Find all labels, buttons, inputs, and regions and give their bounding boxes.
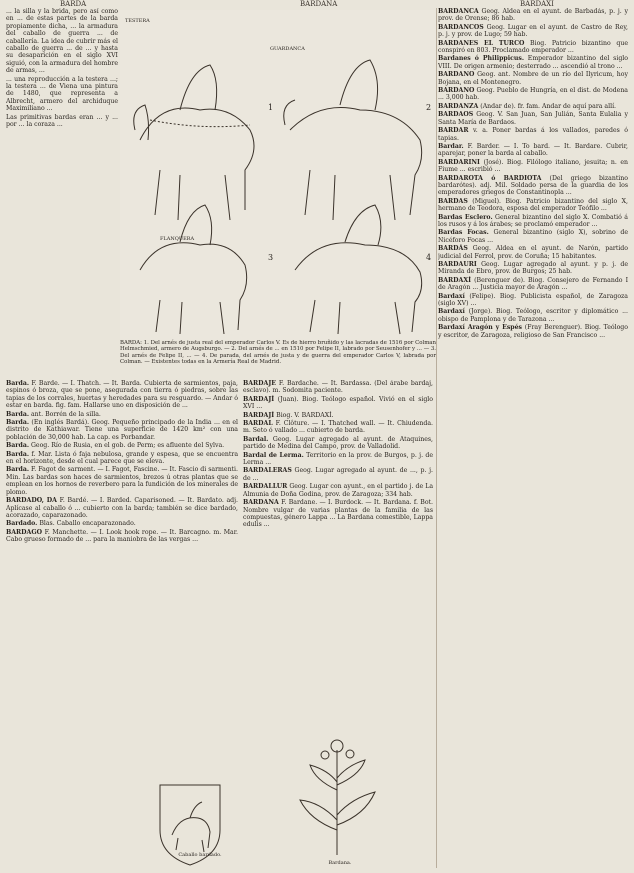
entry: [438, 324, 628, 339]
entry-headword: BARDALERAS: [243, 467, 292, 475]
entry-text: F. Clôture. — I. Thatched wall. — It. Chiudenda. m. Seto ó vallado ... cubierto de barda.: [243, 420, 433, 435]
entry: [243, 436, 433, 451]
entry: [438, 111, 628, 126]
entry: [6, 419, 238, 441]
entry-text: Geog. Pueblo de Hungría, en el dist. de Modena ... 3,000 hab.: [438, 87, 628, 102]
entry-text: f. Mar. Lista ó faja nebulosa, grande y espesa, que se encuentra en el horizonte, desde el cual parece que se eleva.: [6, 450, 238, 466]
entry: [243, 483, 433, 498]
entry-text: Geog. Aldea en el ayunt. de Barbadás, p. j. y prov. de Orense; 86 hab.: [438, 8, 628, 23]
entry-headword: Bardado.: [6, 520, 38, 528]
entry-headword: Bardaxí: [438, 292, 465, 300]
entry-text: (Berenguer de). Biog. Consejero de Fernando I de Aragón ... Justicia mayor de Aragón ...: [438, 276, 628, 292]
entry: [438, 214, 628, 229]
entry-headword: BARDANCOS: [438, 23, 484, 31]
entry-text: Territorio en la prov. de Burgos, p. j. de Lerma ...: [243, 451, 433, 467]
entry-headword: Barda.: [6, 380, 29, 387]
figure-label-3: 3: [268, 253, 274, 262]
paragraph: Las primitivas bardas eran ... y ... por ... la coraza ...: [6, 113, 118, 129]
entry-text: Geog. Lugar agregado al ayunt. de Ataquines, partido de Medina del Campo, prov. de Valladolid.: [243, 435, 433, 451]
entry-headword: BARDALLUR: [243, 483, 288, 491]
entry-text: F. Bardé. — I. Barded. Caparisoned. — It. Bardato. adj. Aplícase al caballo ó ... cubierto con la barda; también se dice bardado, acorazado, caparazonado.: [6, 497, 238, 519]
shield-caption: Caballo bardado.: [178, 852, 222, 858]
entry: [243, 452, 433, 467]
entry: [438, 24, 628, 39]
page-header: [0, 0, 634, 8]
paragraph: ... la silla y la brida, pero así como en ... de estas partes de la barda propiamente dicha, ... la armadura del caballo de guerra ... de caballería. La idea de cubrir más el caballo de guerra ... de ... y hasta su desaparición en el siglo XVI siguió, con la armadura del hombre de armas, ...: [6, 8, 118, 75]
entry: [243, 380, 433, 395]
figure-label-4: 4: [426, 253, 432, 262]
entry-headword: Bardaxí: [438, 308, 465, 316]
entry: [438, 103, 628, 110]
entry-headword: BARDAJÍ: [243, 395, 275, 403]
header-left: BARDA: [60, 0, 87, 8]
figure-caption: BARDA: 1. Del arnés de justa real del emperador Carlos V. Es de hierro bruñido y las lacradas de 1516 por Colman Helmschmied, armero de Augsburgo. — 2. Del arnés de ... en 1510 por Felipe II, labrado por Seusenhofer y ... — 3. Del arnés de Felipe II, ... — 4. De parada, del arnés de justa y de guerra del emperador Carlos V, labrada por Colman. — Existentes todas en la Armería Real de Madrid.: [120, 340, 436, 366]
entry-text: (Andar de). fr. fam. Andar de aquí para allí.: [480, 102, 617, 110]
entry-text: (José). Biog. Filólogo italiano, jesuita; n. en Fiume ... escribió ...: [438, 158, 628, 174]
entry-text: (Jorge). Biog. Teólogo, escritor y diplomático ... obispo de Pamplona y de Tarazona ...: [438, 308, 628, 323]
entry-headword: BARDAL: [243, 420, 273, 428]
entry-headword: BARDAXÍ: [438, 276, 472, 284]
entry-text: (Juan). Biog. Teólogo español. Vivió en el siglo XVI ...: [243, 395, 433, 411]
entry-text: General bizantino del siglo X. Combatió á los rusos y á los árabes; se proclamó emperador ...: [438, 213, 628, 228]
figure-label-testera: TESTERA: [125, 18, 150, 24]
entry-headword: BARDAROTA ó BARDIOTA: [438, 174, 542, 182]
entry: [438, 40, 628, 55]
entry-text: Emperador bizantino del siglo VIII. De origen armenio; desterrado ... ascendió al trono ...: [438, 55, 628, 70]
entry-headword: BARDAJE: [243, 380, 276, 387]
entry-text: Geog. Lugar con ayunt., en el partido j. de La Almunia de Doña Godina, prov. de Zaragoza; 334 hab.: [243, 483, 433, 498]
entry: [243, 420, 433, 435]
entry-text: ant. Borrén de la silla.: [30, 410, 101, 418]
entry: [438, 159, 628, 174]
entry-headword: BARDAS: [438, 197, 468, 205]
entry: [438, 175, 628, 197]
plant-caption: Bardana.: [328, 860, 352, 866]
entry-text: (En inglés Bardá). Geog. Pequeño principado de la India ... en el distrito de Kathiawar. Tiene una superficie de 1420 km² con una población de 30,000 hab. La cap. es Porbandar.: [6, 419, 238, 441]
entry-headword: BARDAR: [438, 127, 469, 135]
column-left-entries: [6, 380, 238, 780]
entry-text: Geog. Lugar agregado al ayunt. y p. j. de Miranda de Ebro, prov. de Burgos; 25 hab.: [438, 261, 628, 276]
entry-headword: Barda.: [6, 466, 29, 474]
entry: [438, 293, 628, 308]
entry-headword: Barda.: [6, 442, 29, 450]
entry-headword: Bardanes ó Philippicus.: [438, 55, 524, 63]
entry-headword: Bardal.: [243, 435, 269, 443]
header-center: BARDANA: [300, 0, 338, 8]
entry-text: Geog. ant. Nombre de un río del Ilyricum, hoy Bojana, en el Montenegro.: [438, 71, 628, 86]
entry: [438, 198, 628, 213]
entry-text: Geog. Lugar en el ayunt. de Castro de Rey, p. j. y prov. de Lugo; 59 hab.: [438, 23, 628, 39]
entry-headword: BARDANCA: [438, 8, 479, 15]
entry: [438, 55, 628, 70]
entry: [6, 442, 238, 449]
entry-text: General bizantino (siglo X), sobrino de Nicéforo Focas ...: [438, 229, 628, 244]
entry: [438, 245, 628, 260]
figure-label-2: 2: [426, 103, 432, 112]
entry-headword: BARDANA: [243, 499, 279, 507]
column-right-entries: [438, 8, 628, 866]
entry: [438, 8, 628, 23]
entry-headword: Bardas Esclero.: [438, 213, 493, 221]
entry-headword: Bardaxí Aragón y Espés: [438, 324, 523, 332]
entry: [438, 127, 628, 142]
entry-headword: BARDAJÍ: [243, 411, 275, 419]
entry: [6, 466, 238, 496]
entry-text: Blas. Caballo encaparazonado.: [39, 520, 136, 528]
entry-headword: BARDAOS: [438, 111, 474, 119]
entry-headword: Bardar.: [438, 142, 464, 150]
entry: [438, 308, 628, 323]
entry: [6, 411, 238, 418]
figure-label-1: 1: [268, 103, 274, 112]
entry-headword: BARDANZA: [438, 102, 479, 110]
entry-headword: BARDÁS: [438, 245, 468, 253]
entry-text: v. a. Poner bardas á los vallados, paredes ó tapias.: [438, 127, 628, 142]
barda-armor-illustration: [120, 10, 436, 340]
entry-text: F. Barde. — I. Thatch. — It. Barda. Cubierta de sarmientos, paja, espinos ó broza, que se pone, asegurada con tierra ó piedras, sobre las tapias de los corrales, huertas y heredades para su resguardo. — Andar ó estar en barda. fig. fam. Hallarse uno en disposición de ...: [6, 380, 238, 410]
entry-headword: Bardal de Lerma.: [243, 451, 304, 459]
entry-headword: BARDANO: [438, 87, 475, 95]
entry-text: Geog. Río de Rusia, en el gob. de Perm; es afluente del Sylva.: [30, 442, 225, 450]
entry-headword: Barda.: [6, 450, 29, 458]
entry-text: (Miguel). Biog. Patricio bizantino del siglo X, hermano de Teodora, esposa del emperador Teófilo ...: [438, 197, 628, 213]
entry-text: F. Manchette. — I. Look hook rope. — It. Barcagno. m. Mar. Cabo grueso formado de ... para la maniobra de las vergas ...: [6, 528, 238, 544]
entry-text: Biog. Patricio bizantino que conspiró en 803. Proclamado emperador ...: [438, 39, 628, 55]
entry: [243, 499, 433, 529]
entry-headword: BARDAGO: [6, 528, 43, 536]
entry-headword: Barda.: [6, 410, 29, 418]
entry: [438, 143, 628, 158]
entry: [6, 520, 238, 527]
entry-text: F. Bardache. — It. Bardassa. (Del árabe bardaj, esclavo). m. Sodomita paciente.: [243, 380, 433, 395]
column-left-top: [6, 8, 118, 376]
entry: [438, 277, 628, 292]
entry-headword: Barda.: [6, 419, 29, 427]
entry-headword: BARDARINI: [438, 158, 480, 166]
entry-text: (Del griego bizantino bardarótes). adj. Mil. Soldado persa de la guardia de los emperadores griegos de Constantinopla ...: [438, 174, 628, 197]
entry: [6, 451, 238, 466]
entry-text: F. Bardane. — I. Burdock. — It. Bardana. f. Bot. Nombre vulgar de varias plantas de la familia de las compuestas, género Lappa ... La Bardana comestible, Lappa edulis ...: [243, 499, 433, 529]
column-middle-entries: [243, 380, 433, 725]
entry-text: Geog. Lugar agregado al ayunt. de ..., p. j. de ...: [243, 467, 433, 482]
entry-headword: Bardas Focas.: [438, 229, 489, 237]
entry-text: (Felipe). Biog. Publicista español, de Zaragoza (siglo XV) ...: [438, 292, 628, 308]
paragraph: ... una reproducción a la testera ...; la testera ... de Viena una pintura de 1480, que representa a Albrecht, armero del archiduque Maximiliano ...: [6, 75, 118, 113]
bardana-plant-illustration: [290, 730, 385, 860]
entry: [6, 380, 238, 410]
entry: [438, 229, 628, 244]
entry: [243, 467, 433, 482]
header-right: BARDAXI: [520, 0, 554, 8]
entry: [6, 497, 238, 519]
figure-label-flanquera: FLANQUERA: [160, 236, 195, 242]
entry: [438, 87, 628, 102]
entry-headword: BARDANO: [438, 71, 475, 79]
entry-text: Geog. V. San Juan, San Julián, Santa Eulalia y Santa María de Bardaos.: [438, 111, 628, 126]
entry-text: Geog. Aldea en el ayunt. de Narón, partido judicial del Ferrol, prov. de Coruña; 15 habitantes.: [438, 245, 628, 260]
entry-text: (Fray Berenguer). Biog. Teólogo y escritor, de Zaragoza, religioso de San Francisco ...: [438, 324, 628, 339]
entry-text: F. Fagot de sarment. — I. Fagot, Fascine. — It. Fascio di sarmenti. Min. Las bardas son haces de sarmientos, brezos ú otras plantas que se emplean en los hornos de reverbero para la fundición de los minerales de plomo.: [6, 466, 238, 496]
entry-text: Biog. V. BARDAXÍ.: [276, 411, 334, 419]
entry-headword: BARDAURI: [438, 261, 477, 268]
column-divider: [436, 8, 437, 868]
entry: [438, 261, 628, 276]
entry-headword: BARDADO, DA: [6, 497, 57, 505]
entry: [243, 396, 433, 411]
entry-text: F. Barder. — I. To bard. — It. Bardare. Cubrir, aparejar, poner la barda al caballo.: [438, 142, 628, 158]
entry: [6, 529, 238, 544]
entry-headword: BARDANES EL TURCO: [438, 39, 525, 47]
entry: [243, 412, 433, 419]
figure-label-guardanca: GUARDANCA: [270, 46, 305, 52]
entry: [438, 71, 628, 86]
